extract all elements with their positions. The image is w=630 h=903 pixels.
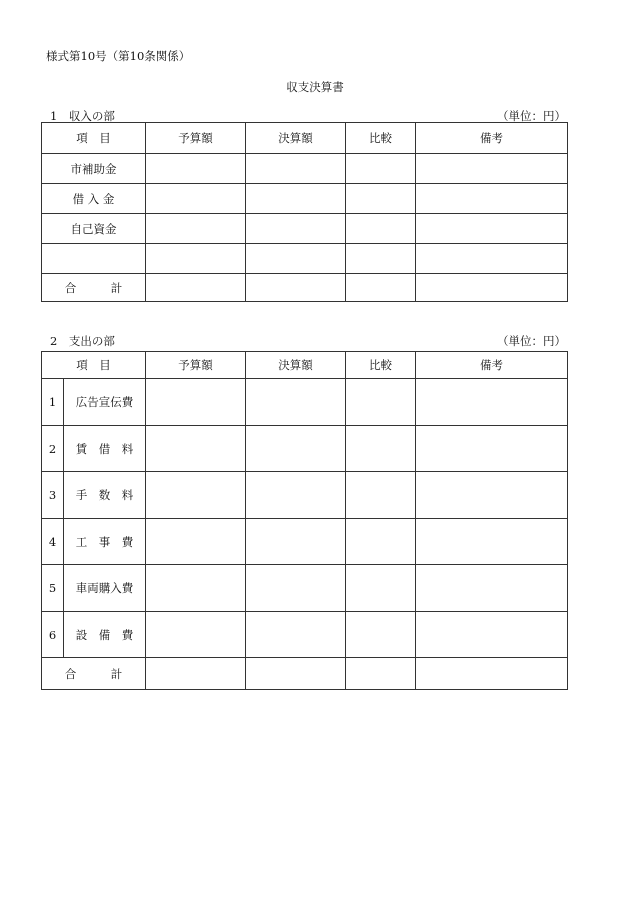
expense-actual-cell[interactable] <box>246 472 346 519</box>
income-compare-cell[interactable] <box>346 214 416 244</box>
expense-row-number: 6 <box>42 612 64 658</box>
income-unit: （単位：円） <box>497 109 566 123</box>
expense-total-budget-cell[interactable] <box>146 658 246 690</box>
expense-row-number: 3 <box>42 472 64 519</box>
expense-compare-cell[interactable] <box>346 472 416 519</box>
expense-remarks-cell[interactable] <box>416 565 568 612</box>
income-col-remarks: 備考 <box>416 123 568 154</box>
expense-row-number: 4 <box>42 519 64 565</box>
expense-col-budget: 予算額 <box>146 352 246 379</box>
expense-col-compare: 比較 <box>346 352 416 379</box>
expense-total-label: 合 計 <box>42 658 146 690</box>
expense-row <box>42 379 568 426</box>
income-total-compare-cell[interactable] <box>346 274 416 302</box>
income-budget-cell[interactable] <box>146 184 246 214</box>
expense-total-compare-cell[interactable] <box>346 658 416 690</box>
expense-row <box>42 612 568 658</box>
expense-total-actual-cell[interactable] <box>246 658 346 690</box>
income-header-row <box>42 123 568 154</box>
income-table <box>41 122 568 302</box>
income-heading: 1 収入の部 <box>50 109 115 123</box>
income-compare-cell[interactable] <box>346 184 416 214</box>
expense-row-number: 1 <box>42 379 64 426</box>
expense-actual-cell[interactable] <box>246 426 346 472</box>
expense-unit: （単位：円） <box>497 334 566 348</box>
expense-total-remarks-cell[interactable] <box>416 658 568 690</box>
income-budget-cell[interactable] <box>146 244 246 274</box>
income-col-budget: 予算額 <box>146 123 246 154</box>
expense-actual-cell[interactable] <box>246 565 346 612</box>
expense-compare-cell[interactable] <box>346 426 416 472</box>
income-total-remarks-cell[interactable] <box>416 274 568 302</box>
income-total-actual-cell[interactable] <box>246 274 346 302</box>
expense-remarks-cell[interactable] <box>416 519 568 565</box>
expense-budget-cell[interactable] <box>146 565 246 612</box>
expense-budget-cell[interactable] <box>146 472 246 519</box>
income-row <box>42 184 568 214</box>
expense-row-number: 2 <box>42 426 64 472</box>
expense-row <box>42 519 568 565</box>
income-row <box>42 214 568 244</box>
expense-budget-cell[interactable] <box>146 379 246 426</box>
income-row <box>42 244 568 274</box>
expense-table <box>41 351 568 690</box>
income-actual-cell[interactable] <box>246 154 346 184</box>
expense-remarks-cell[interactable] <box>416 426 568 472</box>
expense-row-label: 手 数 料 <box>64 472 146 519</box>
expense-total-row <box>42 658 568 690</box>
expense-compare-cell[interactable] <box>346 612 416 658</box>
income-row-label[interactable] <box>42 244 146 274</box>
expense-compare-cell[interactable] <box>346 519 416 565</box>
expense-compare-cell[interactable] <box>346 565 416 612</box>
income-row <box>42 154 568 184</box>
income-remarks-cell[interactable] <box>416 184 568 214</box>
document-title: 収支決算書 <box>286 80 344 94</box>
expense-actual-cell[interactable] <box>246 612 346 658</box>
income-actual-cell[interactable] <box>246 214 346 244</box>
expense-row <box>42 472 568 519</box>
expense-row-label: 広告宣伝費 <box>64 379 146 426</box>
income-budget-cell[interactable] <box>146 214 246 244</box>
income-col-item: 項 目 <box>42 123 146 154</box>
expense-row <box>42 565 568 612</box>
income-remarks-cell[interactable] <box>416 214 568 244</box>
expense-row-label: 車両購入費 <box>64 565 146 612</box>
income-budget-cell[interactable] <box>146 154 246 184</box>
expense-remarks-cell[interactable] <box>416 379 568 426</box>
income-row-label: 市補助金 <box>42 154 146 184</box>
income-total-label: 合 計 <box>42 274 146 302</box>
expense-budget-cell[interactable] <box>146 519 246 565</box>
income-compare-cell[interactable] <box>346 154 416 184</box>
expense-row-label: 工 事 費 <box>64 519 146 565</box>
expense-budget-cell[interactable] <box>146 426 246 472</box>
income-row-label: 借 入 金 <box>42 184 146 214</box>
income-col-compare: 比較 <box>346 123 416 154</box>
form-number: 様式第10号（第10条関係） <box>46 49 191 63</box>
income-actual-cell[interactable] <box>246 244 346 274</box>
income-total-row <box>42 274 568 302</box>
expense-actual-cell[interactable] <box>246 519 346 565</box>
income-row-label: 自己資金 <box>42 214 146 244</box>
income-col-actual: 決算額 <box>246 123 346 154</box>
income-total-budget-cell[interactable] <box>146 274 246 302</box>
expense-heading: 2 支出の部 <box>50 334 115 348</box>
income-compare-cell[interactable] <box>346 244 416 274</box>
expense-row <box>42 426 568 472</box>
expense-col-remarks: 備考 <box>416 352 568 379</box>
expense-budget-cell[interactable] <box>146 612 246 658</box>
expense-row-label: 賃 借 料 <box>64 426 146 472</box>
expense-remarks-cell[interactable] <box>416 612 568 658</box>
expense-actual-cell[interactable] <box>246 379 346 426</box>
income-remarks-cell[interactable] <box>416 244 568 274</box>
income-remarks-cell[interactable] <box>416 154 568 184</box>
expense-row-number: 5 <box>42 565 64 612</box>
expense-row-label: 設 備 費 <box>64 612 146 658</box>
expense-col-item: 項 目 <box>42 352 146 379</box>
expense-header-row <box>42 352 568 379</box>
expense-compare-cell[interactable] <box>346 379 416 426</box>
expense-col-actual: 決算額 <box>246 352 346 379</box>
expense-remarks-cell[interactable] <box>416 472 568 519</box>
income-actual-cell[interactable] <box>246 184 346 214</box>
